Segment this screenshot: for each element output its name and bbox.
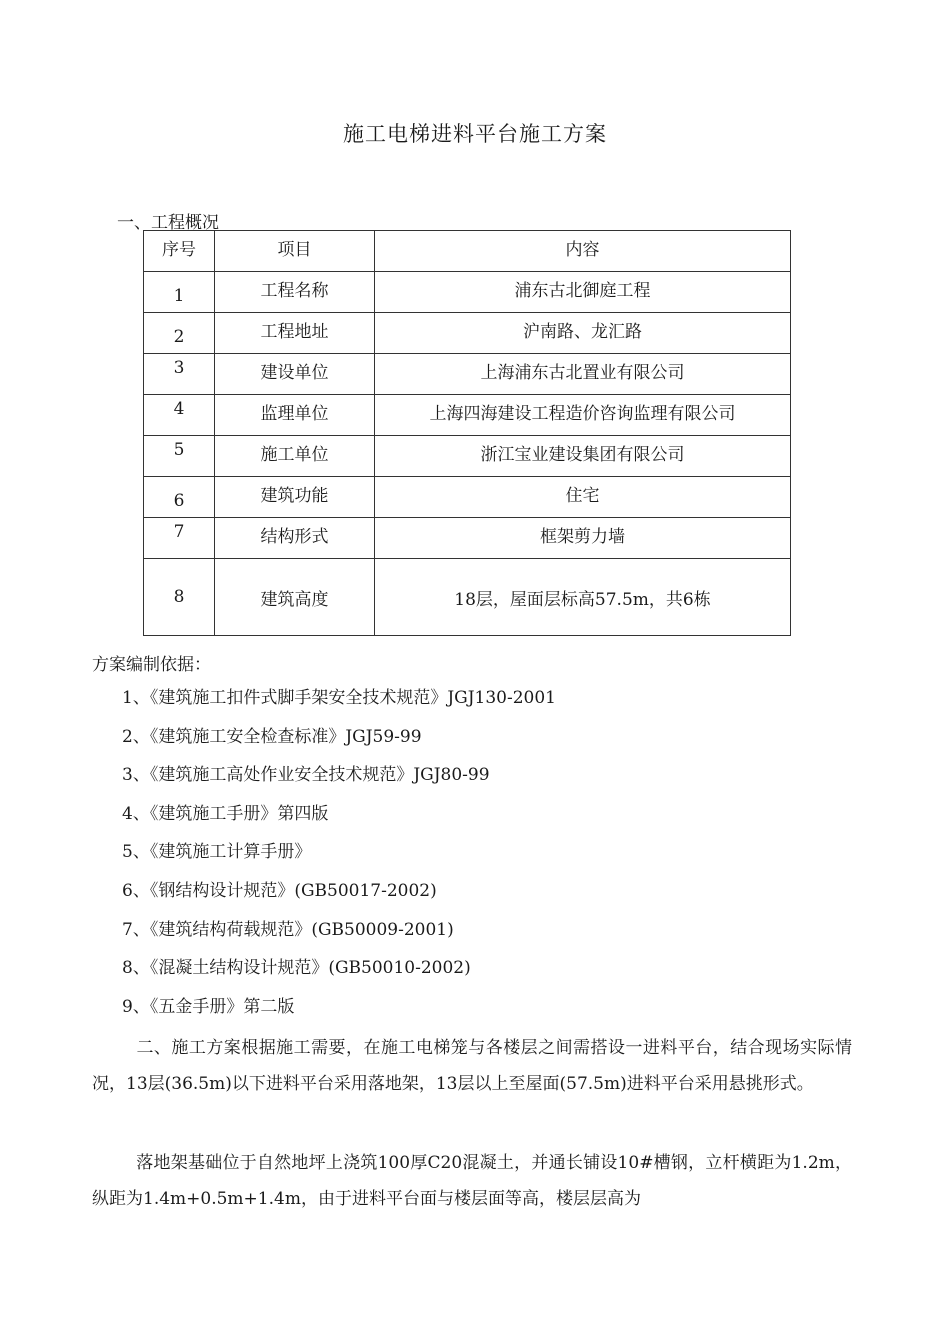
section-heading-overview: 一、工程概况 <box>117 213 219 233</box>
list-item: 2、《建筑施工安全检查标准》JGJ59-99 <box>122 726 422 747</box>
row-no: 6 <box>144 477 215 518</box>
row-item: 施工单位 <box>215 436 375 477</box>
list-item: 5、《建筑施工计算手册》 <box>122 842 312 863</box>
table-row <box>144 436 791 477</box>
header-no: 序号 <box>144 231 215 272</box>
row-item: 工程地址 <box>215 313 375 354</box>
list-item: 3、《建筑施工高处作业安全技术规范》JGJ80-99 <box>122 765 490 786</box>
page-title: 施工电梯进料平台施工方案 <box>343 122 607 146</box>
row-no: 1 <box>144 272 215 313</box>
list-item: 1、《建筑施工扣件式脚手架安全技术规范》JGJ130-2001 <box>122 688 556 708</box>
list-item: 8、《混凝土结构设计规范》(GB50010-2002) <box>122 958 471 979</box>
project-info-table <box>143 230 791 636</box>
header-content: 内容 <box>375 231 791 272</box>
row-content: 沪南路、龙汇路 <box>375 313 791 354</box>
paragraph-foundation-text: 落地架基础位于自然地坪上浇筑100厚C20混凝土，并通长铺设10#槽钢，立杆横距为1.2m，纵距为1.4m+0.5m+1.4m，由于进料平台面与楼层面等高，楼层层高为 <box>92 1153 852 1209</box>
table-row <box>144 518 791 559</box>
list-item: 9、《五金手册》第二版 <box>122 996 295 1017</box>
row-item: 结构形式 <box>215 518 375 559</box>
basis-list <box>122 684 556 1031</box>
table-row <box>144 477 791 518</box>
basis-heading: 方案编制依据： <box>92 655 211 675</box>
table-row <box>144 272 791 313</box>
table-row <box>144 313 791 354</box>
row-no: 4 <box>144 395 215 436</box>
table-row <box>144 559 791 636</box>
table-row <box>144 395 791 436</box>
table-header-row <box>144 231 791 272</box>
row-no: 5 <box>144 436 215 477</box>
list-item: 4、《建筑施工手册》第四版 <box>122 803 329 824</box>
row-content: 上海四海建设工程造价咨询监理有限公司 <box>375 395 791 436</box>
header-item: 项目 <box>215 231 375 272</box>
section2-paragraph <box>92 1030 852 1102</box>
row-content: 住宅 <box>375 477 791 518</box>
list-item: 7、《建筑结构荷载规范》(GB50009-2001) <box>122 919 454 940</box>
row-no: 8 <box>144 559 215 636</box>
list-item: 6、《钢结构设计规范》(GB50017-2002) <box>122 880 437 901</box>
row-item: 监理单位 <box>215 395 375 436</box>
row-content: 18层，屋面层标高57.5m，共6栋 <box>375 559 791 636</box>
row-no: 7 <box>144 518 215 559</box>
row-content: 浦东古北御庭工程 <box>375 272 791 313</box>
table-row <box>144 354 791 395</box>
row-content: 框架剪力墙 <box>375 518 791 559</box>
row-item: 建筑高度 <box>215 559 375 636</box>
row-content: 浙江宝业建设集团有限公司 <box>375 436 791 477</box>
row-no: 3 <box>144 354 215 395</box>
row-item: 建筑功能 <box>215 477 375 518</box>
section2-text: 二、施工方案根据施工需要，在施工电梯笼与各楼层之间需搭设一进料平台，结合现场实际情况，13层(36.5m)以下进料平台采用落地架，13层以上至屋面(57.5m)进料平台采用悬挑形式。 <box>92 1038 852 1094</box>
paragraph-foundation <box>92 1145 852 1217</box>
row-item: 工程名称 <box>215 272 375 313</box>
row-no: 2 <box>144 313 215 354</box>
row-content: 上海浦东古北置业有限公司 <box>375 354 791 395</box>
row-item: 建设单位 <box>215 354 375 395</box>
